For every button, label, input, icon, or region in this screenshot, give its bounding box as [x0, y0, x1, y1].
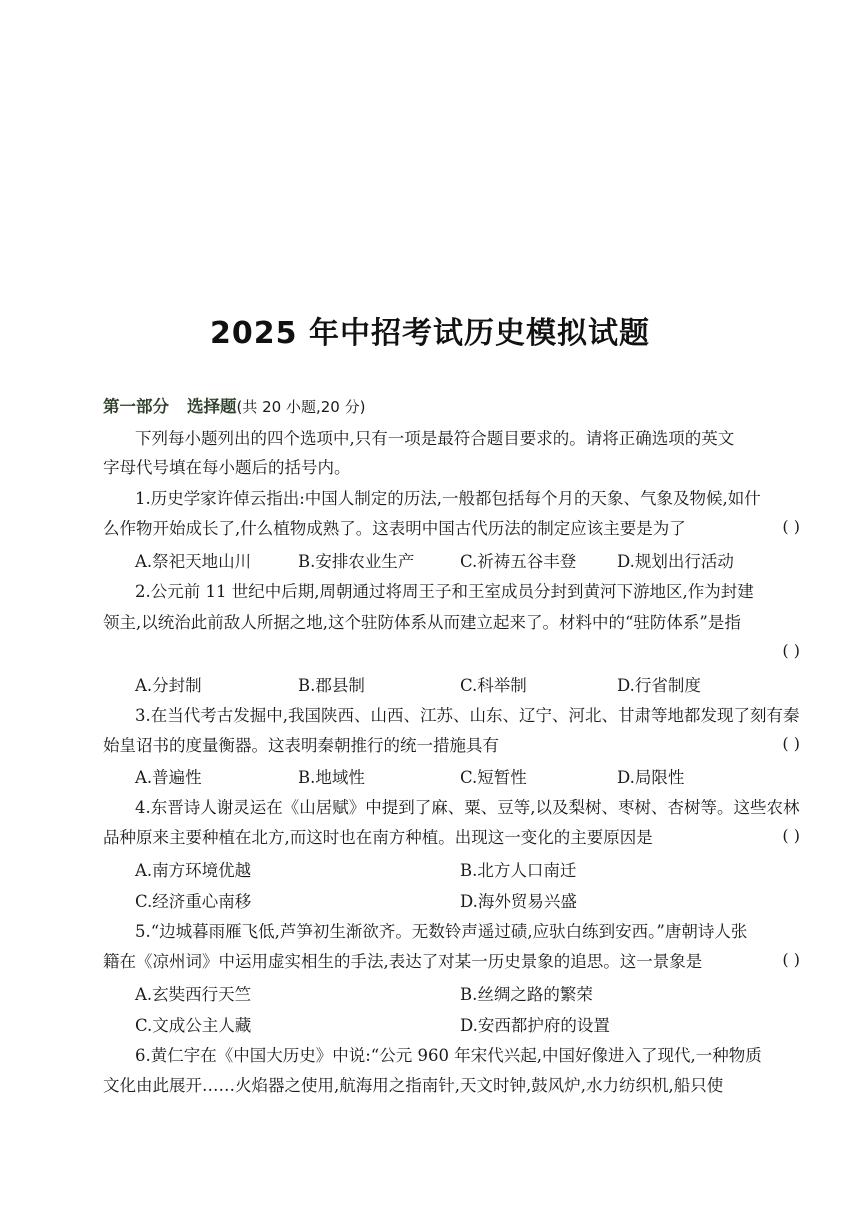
question-5-line-1: 5.“边城暮雨雁飞低,芦笋初生渐欲齐。无数铃声遥过碛,应驮白练到安西。”唐朝诗人张 — [135, 922, 748, 941]
question-3-option-d[interactable]: D.局限性 — [617, 768, 685, 787]
question-3-line-1: 3.在当代考古发掘中,我国陕西、山西、江苏、山东、辽宁、河北、甘肃等地都发现了刻有秦 — [135, 706, 800, 725]
question-5-option-c[interactable]: C.文成公主人藏 — [135, 1016, 252, 1035]
instruction-line-2: 字母代号填在每小题后的括号内。 — [103, 458, 351, 477]
page-title: 2025 年中招考试历史模拟试题 — [210, 316, 650, 351]
section-name: 第一部分 — [103, 397, 169, 416]
question-1-option-b[interactable]: B.安排农业生产 — [298, 552, 415, 571]
question-6-line-2: 文化由此展开……火焰器之使用,航海用之指南针,天文时钟,鼓风炉,水力纺织机,船只使 — [103, 1076, 724, 1095]
section-type: 选择题 — [187, 397, 237, 416]
answer-bracket[interactable]: ( ) — [782, 641, 800, 660]
question-2-line-1: 2.公元前 11 世纪中后期,周朝通过将周王子和王室成员分封到黄河下游地区,作为封建 — [135, 582, 754, 601]
question-4-option-c[interactable]: C.经济重心南移 — [135, 892, 252, 911]
question-3-option-c[interactable]: C.短暂性 — [460, 768, 527, 787]
question-5-option-a[interactable]: A.玄奘西行天竺 — [135, 985, 252, 1004]
question-3-option-a[interactable]: A.普遍性 — [135, 768, 202, 787]
question-2-option-b[interactable]: B.郡县制 — [298, 676, 365, 695]
question-4-line-2: 品种原来主要种植在北方,而这时也在南方种植。出现这一变化的主要原因是 — [103, 828, 653, 847]
question-1-line-1: 1.历史学家许倬云指出:中国人制定的历法,一般都包括每个月的天象、气象及物候,如什 — [135, 489, 761, 508]
question-2-option-a[interactable]: A.分封制 — [135, 676, 202, 695]
question-1-option-d[interactable]: D.规划出行活动 — [617, 552, 734, 571]
question-5-line-2: 籍在《凉州词》中运用虚实相生的手法,表达了对某一历史景象的追思。这一景象是 — [103, 952, 703, 971]
question-5-option-d[interactable]: D.安西都护府的设置 — [460, 1016, 610, 1035]
answer-bracket[interactable]: ( ) — [782, 734, 800, 753]
question-6-line-1: 6.黄仁宇在《中国大历史》中说:“公元 960 年宋代兴起,中国好像进入了现代,一种物质 — [135, 1046, 762, 1065]
question-3-line-2: 始皇诏书的度量衡器。这表明秦朝推行的统一措施具有 — [103, 736, 499, 755]
answer-bracket[interactable]: ( ) — [782, 826, 800, 845]
section-note: (共 20 小题,20 分) — [236, 398, 366, 416]
question-4-option-a[interactable]: A.南方环境优越 — [135, 861, 252, 880]
question-1-option-a[interactable]: A.祭祀天地山川 — [135, 552, 252, 571]
answer-bracket[interactable]: ( ) — [782, 950, 800, 969]
question-5-option-b[interactable]: B.丝绸之路的繁荣 — [460, 985, 593, 1004]
instruction-line-1: 下列每小题列出的四个选项中,只有一项是最符合题目要求的。请将正确选项的英文 — [135, 429, 735, 448]
section-heading — [103, 395, 800, 419]
question-2-option-c[interactable]: C.科举制 — [460, 676, 527, 695]
question-1-line-2: 么作物开始成长了,什么植物成熟了。这表明中国古代历法的制定应该主要是为了 — [103, 519, 686, 538]
question-2-line-2: 领主,以统治此前敌人所据之地,这个驻防体系从而建立起来了。材料中的“驻防体系”是指 — [103, 613, 741, 632]
answer-bracket[interactable]: ( ) — [782, 517, 800, 536]
question-1-option-c[interactable]: C.祈祷五谷丰登 — [460, 552, 577, 571]
question-3-option-b[interactable]: B.地域性 — [298, 768, 365, 787]
question-4-line-1: 4.东晋诗人谢灵运在《山居赋》中提到了麻、粟、豆等,以及梨树、枣树、杏树等。这些农林 — [135, 798, 800, 817]
question-4-option-d[interactable]: D.海外贸易兴盛 — [460, 892, 577, 911]
question-4-option-b[interactable]: B.北方人口南迁 — [460, 861, 577, 880]
question-2-option-d[interactable]: D.行省制度 — [617, 676, 701, 695]
